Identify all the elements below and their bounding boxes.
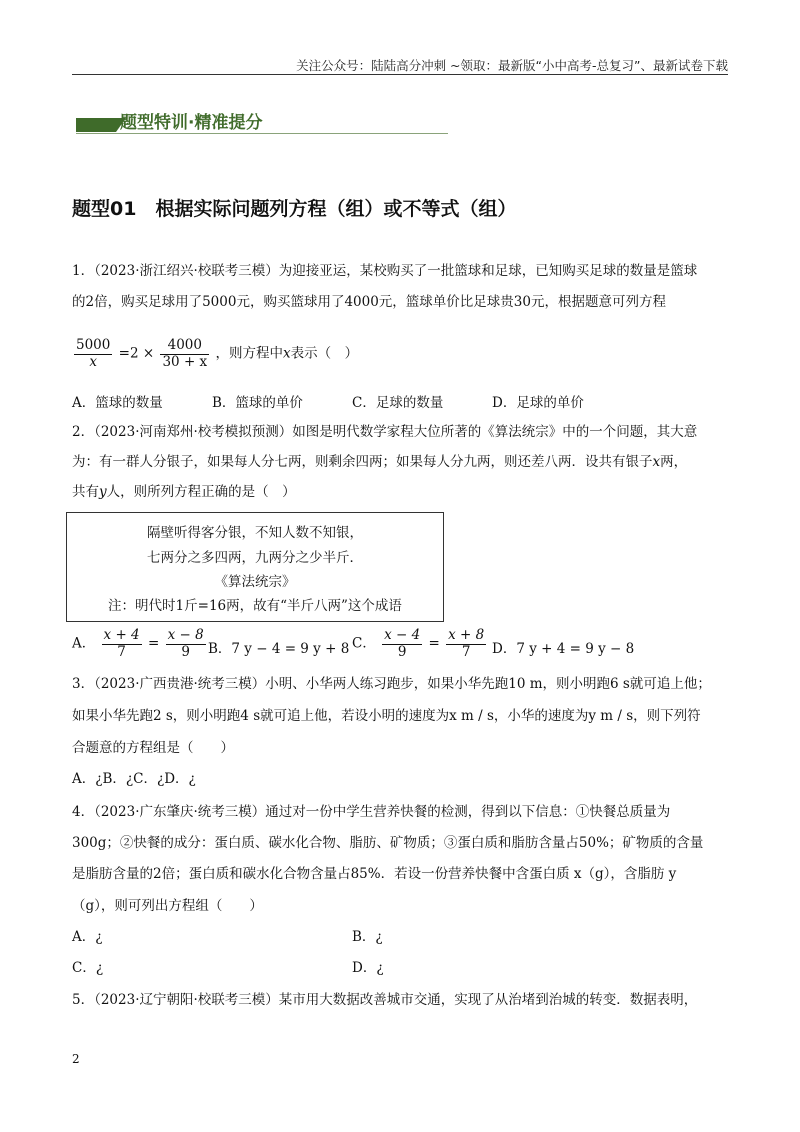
page-header: 关注公众号：陆陆高分冲刺 ~领取：最新版“小中高考-总复习”、最新试卷下载 xyxy=(296,58,728,73)
q2-var-x: x xyxy=(652,454,661,470)
section-title: 题型01 根据实际问题列方程（组）或不等式（组） xyxy=(72,198,517,220)
q2-option-a[interactable] xyxy=(72,628,208,660)
q4-option-b[interactable]: B．¿ xyxy=(352,929,383,945)
page-number: 2 xyxy=(72,1052,80,1066)
q4-option-d[interactable]: D．¿ xyxy=(352,960,384,976)
q2-option-a-frac1 xyxy=(102,628,142,660)
section-banner xyxy=(76,108,448,138)
q2-option-a-den1: 7 xyxy=(117,643,126,660)
q2-option-c-den2: 7 xyxy=(461,643,471,660)
q2-option-a-den2: 9 xyxy=(181,643,190,660)
poem-note: 注：明代时1斤=16两，故有“半斤八两”这个成语 xyxy=(108,598,402,614)
q1-frac1 xyxy=(74,338,112,370)
banner-title: 题型特训·精准提分 xyxy=(120,113,263,133)
header-rule xyxy=(72,74,728,75)
q2-line3 xyxy=(72,484,296,502)
q2-option-c-num1: x − 4 xyxy=(384,627,421,643)
q1-option-c[interactable]: C．足球的数量 xyxy=(352,395,444,411)
q2-option-d[interactable]: D．7 y + 4 = 9 y − 8 xyxy=(492,641,635,657)
q1-options xyxy=(72,391,732,411)
q2-var-y: y xyxy=(99,484,107,500)
q3-line1: 3．（2023·广西贵港·统考三模）小明、小华两人练习跑步，如果小华先跑10 m，则小明跑6 s就可追上他； xyxy=(72,676,711,692)
q1-eq-var: x xyxy=(282,345,291,362)
q2-line2-text: 为：有一群人分银子，如果每人分七两，则剩余四两；如果每人分九两，则还差八两．设共有银子 xyxy=(72,454,653,470)
q1-equation xyxy=(72,338,358,370)
q1-option-a[interactable]: A．篮球的数量 xyxy=(72,395,163,411)
q2-line3-a: 共有 xyxy=(72,484,99,500)
q1-frac2-num: 4000 xyxy=(160,338,209,355)
q2-option-a-eq: = xyxy=(147,635,160,652)
q2-option-c-eq: = xyxy=(428,635,440,652)
q2-option-c-num2: x + 8 xyxy=(448,627,485,643)
q1-line2: 的2倍，购买足球用了5000元，购买篮球用了4000元，篮球单价比足球贵30元，根据题意可列方程 xyxy=(72,294,666,310)
q2-option-c-label: C． xyxy=(352,635,376,652)
q2-option-a-label: A． xyxy=(72,635,96,652)
q2-line3-b: 人，则所列方程正确的是（ ） xyxy=(106,484,296,500)
q3-line3: 合题意的方程组是（ ） xyxy=(72,740,234,756)
q1-frac2 xyxy=(160,338,209,370)
poem-line-2: 七两分之多四两，九两分之少半斤． xyxy=(147,550,363,566)
q2-option-c[interactable] xyxy=(352,628,488,660)
q5-line1: 5．（2023·辽宁朝阳·校联考三模）某市用大数据改善城市交通，实现了从治堵到治城的转变．数据表明， xyxy=(72,992,698,1008)
poem-source: 《算法统宗》 xyxy=(214,574,296,590)
q2-option-c-frac1 xyxy=(382,628,422,660)
q4-line1: 4．（2023·广东肇庆·统考三模）通过对一份中学生营养快餐的检测，得到以下信息：①快餐总质量为 xyxy=(72,804,671,820)
q2-option-c-frac2 xyxy=(446,628,486,660)
banner-underline xyxy=(76,133,448,134)
q4-line2: 300g；②快餐的成分：蛋白质、碳水化合物、脂肪、矿物质；③蛋白质和脂肪含量占50%；矿物质的含量 xyxy=(72,835,704,851)
q2-option-a-frac2 xyxy=(166,628,206,660)
q3-line2: 如果小华先跑2 s，则小明跑4 s就可追上他，若设小明的速度为x m / s，小华的速度为y m / s，则下列符 xyxy=(72,708,701,724)
q2-option-b[interactable]: B．7 y − 4 = 9 y + 8 xyxy=(208,641,350,657)
q2-option-a-num2: x − 8 xyxy=(167,627,204,643)
q1-option-d[interactable]: D．足球的单价 xyxy=(492,395,584,411)
q4-option-a[interactable]: A．¿ xyxy=(72,929,103,945)
poem-box xyxy=(66,512,444,622)
q2-line2 xyxy=(72,454,687,472)
q1-line1: 1．（2023·浙江绍兴·校联考三模）为迎接亚运，某校购买了一批篮球和足球，已知购买足球的数量是篮球 xyxy=(72,263,698,279)
q1-eq-mid: =2 × xyxy=(118,345,155,362)
q3-options[interactable]: A．¿B．¿C．¿D．¿ xyxy=(72,771,196,787)
q1-eq-tail-a: ，则方程中 xyxy=(215,345,283,362)
q1-option-b[interactable]: B．篮球的单价 xyxy=(212,395,303,411)
banner-bar-icon xyxy=(76,118,116,132)
q1-frac1-den: x xyxy=(89,353,97,370)
poem-line-1: 隔壁听得客分银，不知人数不知银， xyxy=(147,525,363,541)
q2-option-c-den1: 9 xyxy=(397,643,407,660)
q2-options xyxy=(72,628,732,668)
q2-line1: 2．（2023·河南郑州·校考模拟预测）如图是明代数学家程大位所著的《算法统宗》中的一个问题，其大意 xyxy=(72,424,698,440)
q1-frac1-num: 5000 xyxy=(76,337,111,353)
q4-line3: 是脂肪含量的2倍；蛋白质和碳水化合物含量占85%．若设一份营养快餐中含蛋白质 x（g），含脂肪 y xyxy=(72,866,677,882)
q4-line4: （g），则可列出方程组（ ） xyxy=(72,898,263,914)
q1-eq-tail-b: 表示（ ） xyxy=(290,345,359,362)
q4-option-c[interactable]: C．¿ xyxy=(72,960,104,976)
q2-line2-tail: 两， xyxy=(660,454,688,470)
q2-option-a-num1: x + 4 xyxy=(103,627,140,643)
q1-frac2-den: 30 + x xyxy=(162,353,208,370)
